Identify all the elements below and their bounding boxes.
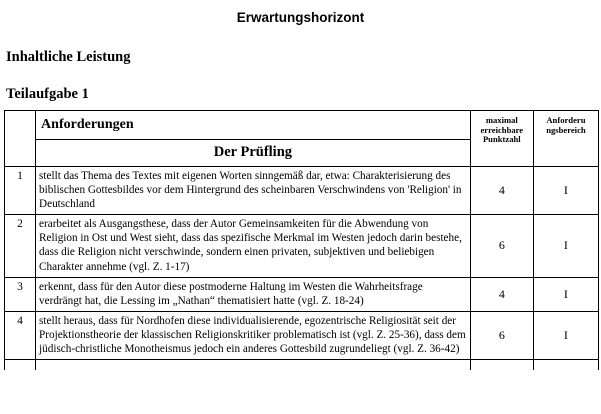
cutoff-cell <box>470 360 533 371</box>
row-requirement-text: erkennt, dass für den Autor diese postmoderne Haltung im Westen die Wahrheitsfrage verdrängt hat, die Lessing im „Nathan“ thematisiert hatte (vgl. Z. 18-24) <box>36 277 471 311</box>
table-row <box>5 277 599 311</box>
row-requirement-text: erarbeitet als Ausgangsthese, dass der Autor Gemeinsamkeiten für die Abwendung von Religion in Ost und West sieht, dass das spezifische Merkmal im Westen jedoch darin bestehe, dass die Religion nicht verschwinde, sondern einen privaten, subjektiven und beliebigen Charakter annehme (vgl. Z. 1-17) <box>36 215 471 277</box>
row-area: I <box>533 277 598 311</box>
row-requirement-text: stellt heraus, dass für Nordhofen diese individualisierende, egozentrische Religiosität seit der Projektionstheorie der klassischen Religionskritiker problematisch ist (vgl. Z. 25-36), dass dem jüdisch-christliche Monotheismus jedoch ein anderes Gottesbild zugrundeliegt (vgl. Z. 36-42) <box>36 311 471 359</box>
cutoff-cell <box>36 360 471 371</box>
header-examinee: Der Prüfling <box>36 140 471 167</box>
row-requirement-text: stellt das Thema des Textes mit eigenen Worten sinngemäß dar, etwa: Charakterisierung des biblischen Gottesbildes vor dem Hintergrund des scheinbaren Verschwindens von 'Religion' in Deutschland <box>36 167 471 215</box>
cutoff-cell <box>533 360 598 371</box>
criteria-table <box>4 110 599 370</box>
row-area: I <box>533 215 598 277</box>
subsection-heading: Teilaufgabe 1 <box>6 86 89 102</box>
row-area: I <box>533 311 598 359</box>
row-number: 4 <box>5 311 36 359</box>
table-row <box>5 215 599 277</box>
cutoff-cell <box>5 360 36 371</box>
header-number-cell <box>5 111 36 167</box>
row-points: 6 <box>470 311 533 359</box>
header-max-points: maximal erreichbare Punktzahl <box>470 111 533 167</box>
table-row <box>5 311 599 359</box>
row-number: 3 <box>5 277 36 311</box>
row-area: I <box>533 167 598 215</box>
row-number: 2 <box>5 215 36 277</box>
section-heading: Inhaltliche Leistung <box>6 49 131 65</box>
table-row-cutoff <box>5 360 599 371</box>
header-requirement-area: Anforderu ngsbereich <box>533 111 598 167</box>
row-points: 4 <box>470 167 533 215</box>
header-requirements: Anforderungen <box>36 111 471 140</box>
table-header-row <box>5 111 599 140</box>
row-points: 4 <box>470 277 533 311</box>
row-number: 1 <box>5 167 36 215</box>
row-points: 6 <box>470 215 533 277</box>
table-row <box>5 167 599 215</box>
document-title: Erwartungshorizont <box>236 10 365 25</box>
